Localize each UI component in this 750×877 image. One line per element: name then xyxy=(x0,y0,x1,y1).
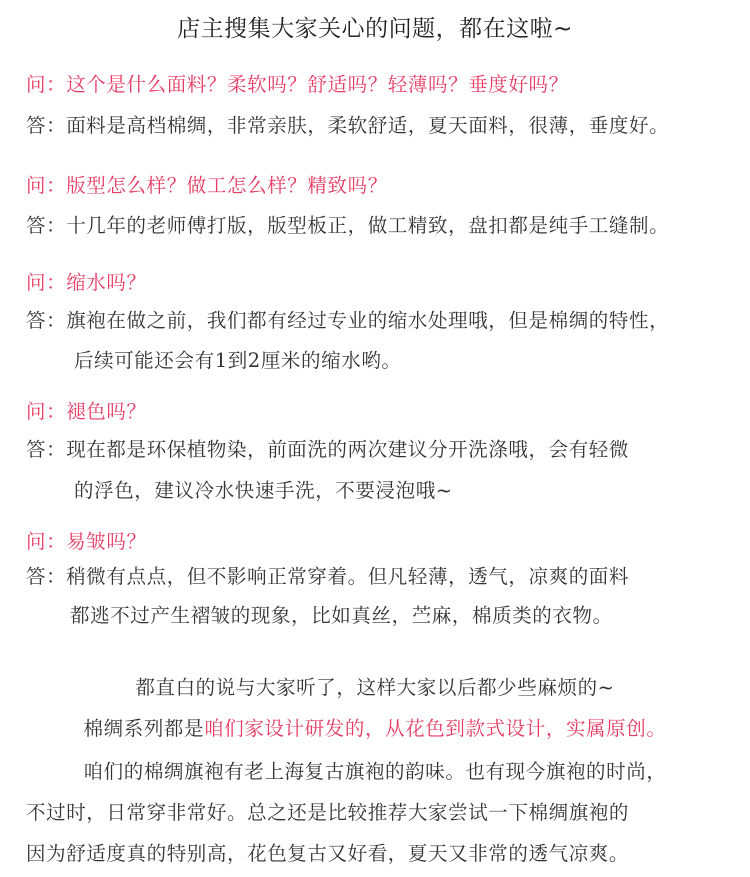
question-5: 问：易皱吗？ xyxy=(26,530,147,553)
page-title: 店主搜集大家关心的问题，都在这啦~ xyxy=(177,16,573,42)
answer-2-line-1: 答：十几年的老师傅打版，版型板正，做工精致，盘扣都是纯手工缝制。 xyxy=(26,214,670,237)
question-4: 问：褪色吗？ xyxy=(26,400,147,423)
closing-line-3: 咱们的棉绸旗袍有老上海复古旗袍的韵味。也有现今旗袍的时尚， xyxy=(83,760,667,783)
question-1: 问：这个是什么面料？柔软吗？舒适吗？轻薄吗？垂度好吗？ xyxy=(26,73,569,96)
closing-line-5: 因为舒适度真的特别高，花色复古又好看，夏天又非常的透气凉爽。 xyxy=(26,842,630,865)
closing-line-2 xyxy=(0,713,750,741)
answer-4-line-1: 答：现在都是环保植物染，前面洗的两次建议分开洗涤哦，会有轻微 xyxy=(26,438,630,461)
answer-4-line-2: 的浮色，建议冷水快速手洗，不要浸泡哦~ xyxy=(74,479,453,502)
closing-line-4: 不过时，日常穿非常好。总之还是比较推荐大家尝试一下棉绸旗袍的 xyxy=(26,801,630,824)
closing-line-2-prefix: 棉绸系列都是 xyxy=(83,717,205,740)
answer-3-line-2: 后续可能还会有1到2厘米的缩水哟。 xyxy=(74,349,402,372)
closing-highlight: 咱们家设计研发的，从花色到款式设计，实属原创。 xyxy=(204,717,667,740)
answer-5-line-1: 答：稍微有点点，但不影响正常穿着。但凡轻薄，透气，凉爽的面料 xyxy=(26,565,630,588)
answer-5-line-2: 都逃不过产生褶皱的现象，比如真丝，苎麻，棉质类的衣物。 xyxy=(70,604,613,627)
closing-line-1: 都直白的说与大家听了，这样大家以后都少些麻烦的~ xyxy=(135,676,615,699)
question-3: 问：缩水吗？ xyxy=(26,271,147,294)
answer-3-line-1: 答：旗袍在做之前，我们都有经过专业的缩水处理哦，但是棉绸的特性， xyxy=(26,309,670,332)
answer-1-line-1: 答：面料是高档棉绸，非常亲肤，柔软舒适，夏天面料，很薄，垂度好。 xyxy=(26,114,670,137)
question-2: 问：版型怎么样？做工怎么样？精致吗？ xyxy=(26,174,388,197)
